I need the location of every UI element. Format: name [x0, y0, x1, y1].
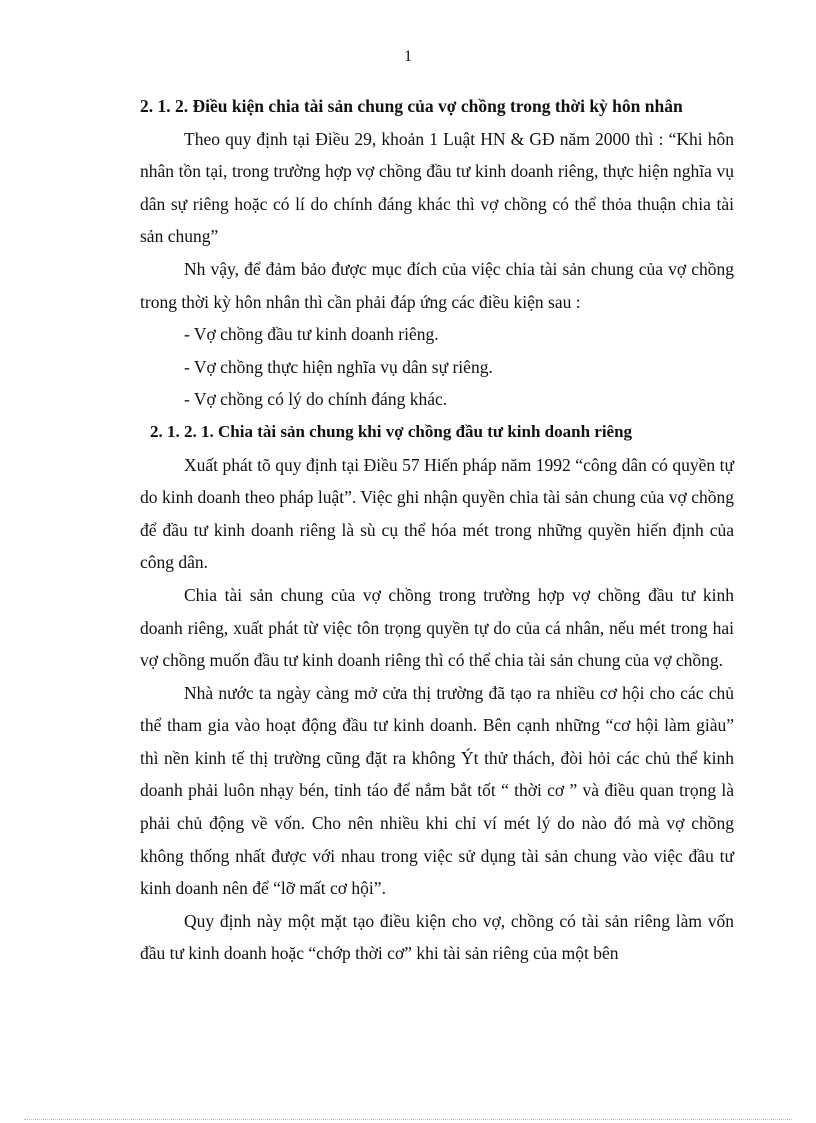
document-body: [140, 90, 734, 970]
paragraph-market: Nhà nước ta ngày càng mở cửa thị trường đã tạo ra nhiều cơ hội cho các chủ thể tham gia vào hoạt động đầu tư kinh doanh. Bên cạnh những “cơ hội làm giàu” thì nền kinh tế thị trường cũng đặt ra không Ýt thử thách, đòi hỏi các chủ thể kinh doanh phải luôn nhạy bén, tỉnh táo để nắm bắt tốt “ thời cơ ” và điều quan trọng là phải chủ động về vốn. Cho nên nhiều khi chỉ ví mét lý do nào đó mà vợ chồng không thống nhất được với nhau trong việc sử dụng tài sản chung vào việc đầu tư kinh doanh nên để “lỡ mất cơ hội”.: [140, 682, 734, 899]
paragraph-conditions-intro: Nh vậy, để đảm bảo được mục đích của việc chia tài sản chung của vợ chồng trong thời kỳ hôn nhân thì cần phải đáp ứng các điều kiện sau :: [140, 258, 734, 312]
paragraph-law-citation: Theo quy định tại Điều 29, khoản 1 Luật HN & GĐ năm 2000 thì : “Khi hôn nhân tồn tại, trong trường hợp vợ chồng đầu tư kinh doanh riêng, thực hiện nghĩa vụ dân sự riêng hoặc có lí do chính đáng khác thì vợ chồng có thể thỏa thuận chia tài sản chung”: [140, 128, 734, 247]
paragraph-regulation: Quy định này một mặt tạo điều kiện cho vợ, chồng có tài sản riêng làm vốn đầu tư kinh doanh hoặc “chớp thời cơ” khi tài sản riêng của một bên: [140, 910, 734, 964]
page-bottom-divider: [24, 1119, 792, 1120]
subsection-heading: 2. 1. 2. 1. Chia tài sản chung khi vợ chồng đầu tư kinh doanh riêng: [150, 421, 633, 441]
condition-item-2: - Vợ chồng thực hiện nghĩa vụ dân sự riêng.: [184, 356, 493, 377]
condition-item-1: - Vợ chồng đầu tư kinh doanh riêng.: [184, 324, 439, 345]
section-heading: 2. 1. 2. Điều kiện chia tài sản chung của vợ chồng trong thời kỳ hôn nhân: [140, 96, 683, 116]
paragraph-constitution: Xuất phát tõ quy định tại Điều 57 Hiến pháp năm 1992 “công dân có quyền tự do kinh doanh theo pháp luật”. Việc ghi nhận quyền chia tài sản chung của vợ chồng để đầu tư kinh doanh riêng là sù cụ thể hóa mét trong những quyền hiến định của công dân.: [140, 454, 734, 573]
condition-item-3: - Vợ chồng có lý do chính đáng khác.: [184, 389, 448, 410]
paragraph-division: Chia tài sản chung của vợ chồng trong trường hợp vợ chồng đầu tư kinh doanh riêng, xuất phát từ việc tôn trọng quyền tự do của cá nhân, nếu mét trong hai vợ chồng muốn đầu tư kinh doanh riêng thì có thể chia tài sản chung của vợ chồng.: [140, 584, 734, 671]
page-number: 1: [404, 48, 412, 65]
